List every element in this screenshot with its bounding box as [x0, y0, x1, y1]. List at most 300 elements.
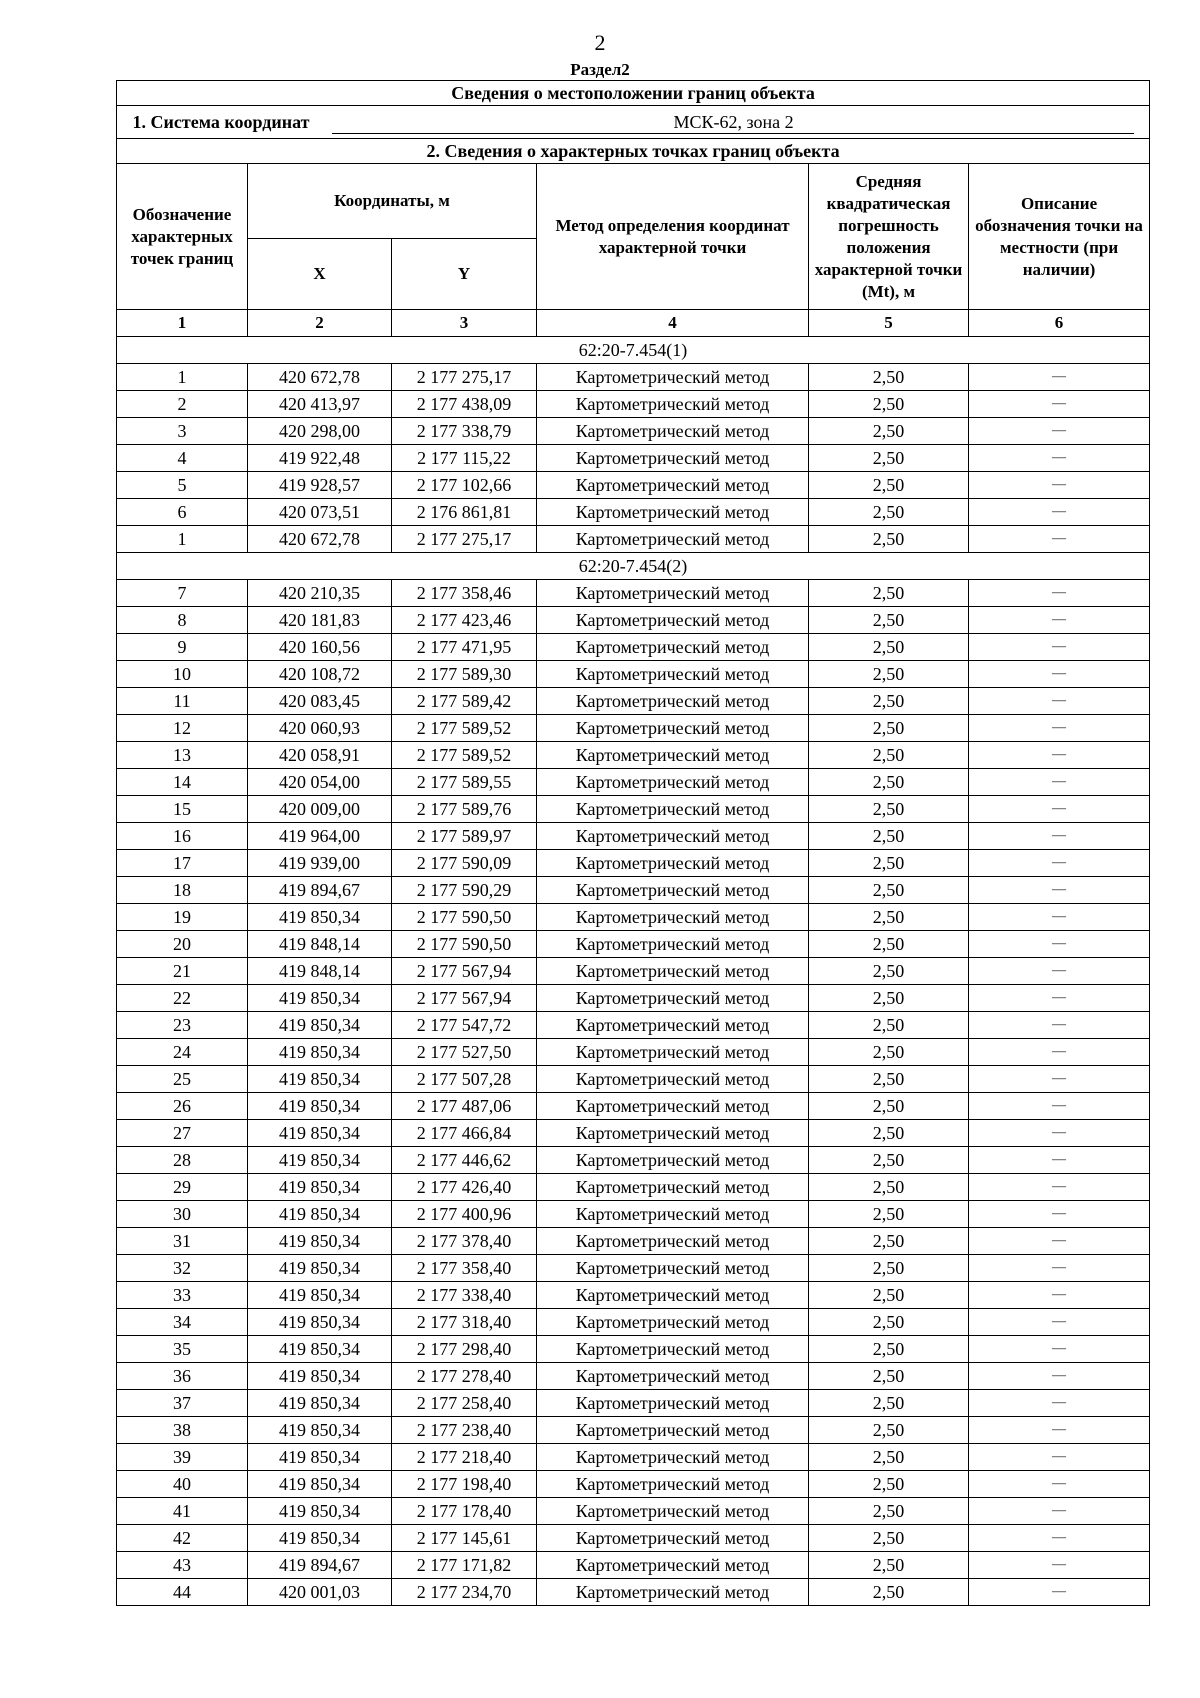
method-cell: Картометрический метод	[537, 472, 809, 499]
table-row	[117, 715, 1150, 742]
x-coordinate-cell: 419 850,34	[248, 1147, 392, 1174]
method-cell: Картометрический метод	[537, 823, 809, 850]
description-cell: —	[969, 1552, 1150, 1579]
point-number-cell: 19	[117, 904, 248, 931]
description-cell: —	[969, 1471, 1150, 1498]
x-coordinate-cell: 419 964,00	[248, 823, 392, 850]
description-cell: —	[969, 661, 1150, 688]
method-cell: Картометрический метод	[537, 1228, 809, 1255]
y-coordinate-cell: 2 177 238,40	[392, 1417, 537, 1444]
description-cell: —	[969, 958, 1150, 985]
y-coordinate-cell: 2 177 338,79	[392, 418, 537, 445]
point-number-cell: 26	[117, 1093, 248, 1120]
description-cell: —	[969, 985, 1150, 1012]
header-coords: Координаты, м	[248, 164, 537, 239]
description-cell: —	[969, 1174, 1150, 1201]
error-cell: 2,50	[809, 1228, 969, 1255]
column-number: 4	[537, 310, 809, 337]
table-row	[117, 1336, 1150, 1363]
error-cell: 2,50	[809, 1552, 969, 1579]
y-coordinate-cell: 2 177 234,70	[392, 1579, 537, 1606]
point-number-cell: 27	[117, 1120, 248, 1147]
column-number: 5	[809, 310, 969, 337]
description-cell: —	[969, 850, 1150, 877]
description-cell: —	[969, 391, 1150, 418]
point-number-cell: 1	[117, 526, 248, 553]
method-cell: Картометрический метод	[537, 1309, 809, 1336]
error-cell: 2,50	[809, 1471, 969, 1498]
table-row	[117, 1309, 1150, 1336]
error-cell: 2,50	[809, 1579, 969, 1606]
y-coordinate-cell: 2 176 861,81	[392, 499, 537, 526]
x-coordinate-cell: 419 939,00	[248, 850, 392, 877]
point-number-cell: 40	[117, 1471, 248, 1498]
method-cell: Картометрический метод	[537, 1336, 809, 1363]
column-number: 1	[117, 310, 248, 337]
x-coordinate-cell: 420 073,51	[248, 499, 392, 526]
section-label: Раздел2	[570, 60, 630, 79]
description-cell: —	[969, 472, 1150, 499]
y-coordinate-cell: 2 177 589,97	[392, 823, 537, 850]
y-coordinate-cell: 2 177 487,06	[392, 1093, 537, 1120]
method-cell: Картометрический метод	[537, 1579, 809, 1606]
x-coordinate-cell: 419 850,34	[248, 1309, 392, 1336]
coordinate-system-label: 1. Система координат	[132, 111, 310, 132]
table-row	[117, 1012, 1150, 1039]
group-label: 62:20-7.454(1)	[117, 337, 1150, 364]
point-number-cell: 13	[117, 742, 248, 769]
method-cell: Картометрический метод	[537, 1390, 809, 1417]
x-coordinate-cell: 419 850,34	[248, 1471, 392, 1498]
error-cell: 2,50	[809, 580, 969, 607]
x-coordinate-cell: 420 009,00	[248, 796, 392, 823]
x-coordinate-cell: 419 894,67	[248, 877, 392, 904]
description-cell: —	[969, 1012, 1150, 1039]
error-cell: 2,50	[809, 526, 969, 553]
point-number-cell: 42	[117, 1525, 248, 1552]
error-cell: 2,50	[809, 607, 969, 634]
point-number-cell: 20	[117, 931, 248, 958]
method-cell: Картометрический метод	[537, 1147, 809, 1174]
point-number-cell: 3	[117, 418, 248, 445]
x-coordinate-cell: 419 850,34	[248, 1336, 392, 1363]
point-number-cell: 33	[117, 1282, 248, 1309]
table-row	[117, 904, 1150, 931]
description-cell: —	[969, 931, 1150, 958]
y-coordinate-cell: 2 177 298,40	[392, 1336, 537, 1363]
description-cell: —	[969, 1255, 1150, 1282]
point-number-cell: 30	[117, 1201, 248, 1228]
x-coordinate-cell: 420 054,00	[248, 769, 392, 796]
column-number: 2	[248, 310, 392, 337]
method-cell: Картометрический метод	[537, 742, 809, 769]
method-cell: Картометрический метод	[537, 1093, 809, 1120]
point-number-cell: 11	[117, 688, 248, 715]
table-row	[117, 1579, 1150, 1606]
x-coordinate-cell: 419 848,14	[248, 931, 392, 958]
method-cell: Картометрический метод	[537, 1552, 809, 1579]
error-cell: 2,50	[809, 742, 969, 769]
table-row	[117, 850, 1150, 877]
x-coordinate-cell: 420 001,03	[248, 1579, 392, 1606]
table-row	[117, 499, 1150, 526]
error-cell: 2,50	[809, 688, 969, 715]
table-row	[117, 1363, 1150, 1390]
description-cell: —	[969, 769, 1150, 796]
table-row	[117, 526, 1150, 553]
method-cell: Картометрический метод	[537, 445, 809, 472]
description-cell: —	[969, 1417, 1150, 1444]
description-cell: —	[969, 1363, 1150, 1390]
table-row	[117, 796, 1150, 823]
description-cell: —	[969, 1282, 1150, 1309]
table-row	[117, 472, 1150, 499]
description-cell: —	[969, 1039, 1150, 1066]
points-title: 2. Сведения о характерных точках границ объекта	[117, 139, 1150, 164]
x-coordinate-cell: 419 850,34	[248, 1255, 392, 1282]
coordinate-system-row	[117, 106, 1150, 139]
point-number-cell: 43	[117, 1552, 248, 1579]
y-coordinate-cell: 2 177 446,62	[392, 1147, 537, 1174]
error-cell: 2,50	[809, 1201, 969, 1228]
x-coordinate-cell: 419 850,34	[248, 985, 392, 1012]
method-cell: Картометрический метод	[537, 688, 809, 715]
header-x: X	[248, 239, 392, 310]
error-cell: 2,50	[809, 715, 969, 742]
method-cell: Картометрический метод	[537, 1444, 809, 1471]
description-cell: —	[969, 634, 1150, 661]
error-cell: 2,50	[809, 445, 969, 472]
method-cell: Картометрический метод	[537, 499, 809, 526]
table-row	[117, 1066, 1150, 1093]
point-number-cell: 7	[117, 580, 248, 607]
table-row	[117, 1147, 1150, 1174]
table-row	[117, 661, 1150, 688]
y-coordinate-cell: 2 177 338,40	[392, 1282, 537, 1309]
y-coordinate-cell: 2 177 378,40	[392, 1228, 537, 1255]
x-coordinate-cell: 420 181,83	[248, 607, 392, 634]
description-cell: —	[969, 877, 1150, 904]
point-number-cell: 38	[117, 1417, 248, 1444]
method-cell: Картометрический метод	[537, 850, 809, 877]
y-coordinate-cell: 2 177 466,84	[392, 1120, 537, 1147]
method-cell: Картометрический метод	[537, 1498, 809, 1525]
description-cell: —	[969, 499, 1150, 526]
table-row	[117, 1039, 1150, 1066]
point-number-cell: 41	[117, 1498, 248, 1525]
error-cell: 2,50	[809, 850, 969, 877]
x-coordinate-cell: 419 894,67	[248, 1552, 392, 1579]
description-cell: —	[969, 1066, 1150, 1093]
error-cell: 2,50	[809, 1417, 969, 1444]
error-cell: 2,50	[809, 904, 969, 931]
point-number-cell: 9	[117, 634, 248, 661]
table-row	[117, 391, 1150, 418]
y-coordinate-cell: 2 177 589,52	[392, 715, 537, 742]
error-cell: 2,50	[809, 1363, 969, 1390]
y-coordinate-cell: 2 177 275,17	[392, 364, 537, 391]
table-row	[117, 1282, 1150, 1309]
x-coordinate-cell: 420 298,00	[248, 418, 392, 445]
document-title: Сведения о местоположении границ объекта	[117, 81, 1150, 106]
y-coordinate-cell: 2 177 438,09	[392, 391, 537, 418]
table-row	[117, 823, 1150, 850]
table-row	[117, 1390, 1150, 1417]
description-cell: —	[969, 904, 1150, 931]
method-cell: Картометрический метод	[537, 1201, 809, 1228]
y-coordinate-cell: 2 177 589,76	[392, 796, 537, 823]
description-cell: —	[969, 796, 1150, 823]
y-coordinate-cell: 2 177 423,46	[392, 607, 537, 634]
point-number-cell: 25	[117, 1066, 248, 1093]
method-cell: Картометрический метод	[537, 796, 809, 823]
point-number-cell: 31	[117, 1228, 248, 1255]
point-number-cell: 5	[117, 472, 248, 499]
error-cell: 2,50	[809, 1120, 969, 1147]
table-row	[117, 958, 1150, 985]
error-cell: 2,50	[809, 1255, 969, 1282]
method-cell: Картометрический метод	[537, 634, 809, 661]
method-cell: Картометрический метод	[537, 1255, 809, 1282]
description-cell: —	[969, 418, 1150, 445]
table-row	[117, 1552, 1150, 1579]
method-cell: Картометрический метод	[537, 607, 809, 634]
table-row	[117, 580, 1150, 607]
description-cell: —	[969, 1498, 1150, 1525]
table-row	[117, 607, 1150, 634]
x-coordinate-cell: 419 922,48	[248, 445, 392, 472]
x-coordinate-cell: 419 848,14	[248, 958, 392, 985]
table-row	[117, 1471, 1150, 1498]
y-coordinate-cell: 2 177 589,52	[392, 742, 537, 769]
table-row	[117, 769, 1150, 796]
method-cell: Картометрический метод	[537, 769, 809, 796]
error-cell: 2,50	[809, 931, 969, 958]
description-cell: —	[969, 1444, 1150, 1471]
y-coordinate-cell: 2 177 589,42	[392, 688, 537, 715]
point-number-cell: 12	[117, 715, 248, 742]
point-number-cell: 22	[117, 985, 248, 1012]
method-cell: Картометрический метод	[537, 985, 809, 1012]
description-cell: —	[969, 1309, 1150, 1336]
x-coordinate-cell: 419 850,34	[248, 904, 392, 931]
y-coordinate-cell: 2 177 358,40	[392, 1255, 537, 1282]
table-row	[117, 1201, 1150, 1228]
description-cell: —	[969, 823, 1150, 850]
x-coordinate-cell: 419 850,34	[248, 1228, 392, 1255]
group-label: 62:20-7.454(2)	[117, 553, 1150, 580]
error-cell: 2,50	[809, 472, 969, 499]
error-cell: 2,50	[809, 391, 969, 418]
y-coordinate-cell: 2 177 471,95	[392, 634, 537, 661]
x-coordinate-cell: 420 160,56	[248, 634, 392, 661]
description-cell: —	[969, 1120, 1150, 1147]
method-cell: Картометрический метод	[537, 661, 809, 688]
error-cell: 2,50	[809, 1174, 969, 1201]
method-cell: Картометрический метод	[537, 931, 809, 958]
column-number: 6	[969, 310, 1150, 337]
description-cell: —	[969, 1228, 1150, 1255]
x-coordinate-cell: 419 850,34	[248, 1444, 392, 1471]
method-cell: Картометрический метод	[537, 904, 809, 931]
method-cell: Картометрический метод	[537, 1174, 809, 1201]
x-coordinate-cell: 419 850,34	[248, 1012, 392, 1039]
table-row	[117, 1444, 1150, 1471]
x-coordinate-cell: 419 850,34	[248, 1498, 392, 1525]
header-error: Средняя квадратическая погрешность положения характерной точки (Mt), м	[809, 164, 969, 310]
point-number-cell: 8	[117, 607, 248, 634]
table-row	[117, 634, 1150, 661]
x-coordinate-cell: 419 850,34	[248, 1417, 392, 1444]
y-coordinate-cell: 2 177 102,66	[392, 472, 537, 499]
error-cell: 2,50	[809, 958, 969, 985]
table-row	[117, 1120, 1150, 1147]
error-cell: 2,50	[809, 1390, 969, 1417]
method-cell: Картометрический метод	[537, 580, 809, 607]
point-number-cell: 39	[117, 1444, 248, 1471]
point-number-cell: 2	[117, 391, 248, 418]
method-cell: Картометрический метод	[537, 1012, 809, 1039]
table-row	[117, 1174, 1150, 1201]
x-coordinate-cell: 419 850,34	[248, 1390, 392, 1417]
error-cell: 2,50	[809, 1282, 969, 1309]
method-cell: Картометрический метод	[537, 958, 809, 985]
y-coordinate-cell: 2 177 507,28	[392, 1066, 537, 1093]
y-coordinate-cell: 2 177 590,09	[392, 850, 537, 877]
x-coordinate-cell: 419 850,34	[248, 1120, 392, 1147]
table-row	[117, 742, 1150, 769]
table-row	[117, 877, 1150, 904]
description-cell: —	[969, 1201, 1150, 1228]
y-coordinate-cell: 2 177 115,22	[392, 445, 537, 472]
method-cell: Картометрический метод	[537, 418, 809, 445]
point-number-cell: 14	[117, 769, 248, 796]
x-coordinate-cell: 420 413,97	[248, 391, 392, 418]
method-cell: Картометрический метод	[537, 1120, 809, 1147]
method-cell: Картометрический метод	[537, 1066, 809, 1093]
point-number-cell: 16	[117, 823, 248, 850]
description-cell: —	[969, 715, 1150, 742]
x-coordinate-cell: 419 850,34	[248, 1525, 392, 1552]
point-number-cell: 28	[117, 1147, 248, 1174]
y-coordinate-cell: 2 177 567,94	[392, 958, 537, 985]
y-coordinate-cell: 2 177 198,40	[392, 1471, 537, 1498]
header-y: Y	[392, 239, 537, 310]
error-cell: 2,50	[809, 985, 969, 1012]
description-cell: —	[969, 1336, 1150, 1363]
table-row	[117, 985, 1150, 1012]
header-designation: Обозначение характерных точек границ	[117, 164, 248, 310]
method-cell: Картометрический метод	[537, 1417, 809, 1444]
table-row	[117, 364, 1150, 391]
y-coordinate-cell: 2 177 258,40	[392, 1390, 537, 1417]
method-cell: Картометрический метод	[537, 715, 809, 742]
x-coordinate-cell: 419 850,34	[248, 1066, 392, 1093]
y-coordinate-cell: 2 177 590,50	[392, 931, 537, 958]
table-row	[117, 1093, 1150, 1120]
method-cell: Картометрический метод	[537, 1282, 809, 1309]
table-row	[117, 1498, 1150, 1525]
point-number-cell: 23	[117, 1012, 248, 1039]
x-coordinate-cell: 419 850,34	[248, 1093, 392, 1120]
error-cell: 2,50	[809, 499, 969, 526]
description-cell: —	[969, 742, 1150, 769]
header-description: Описание обозначения точки на местности (при наличии)	[969, 164, 1150, 310]
error-cell: 2,50	[809, 1093, 969, 1120]
method-cell: Картометрический метод	[537, 1363, 809, 1390]
coordinate-system-value: МСК-62, зона 2	[332, 111, 1134, 134]
y-coordinate-cell: 2 177 278,40	[392, 1363, 537, 1390]
y-coordinate-cell: 2 177 400,96	[392, 1201, 537, 1228]
point-number-cell: 6	[117, 499, 248, 526]
table-row	[117, 445, 1150, 472]
point-number-cell: 35	[117, 1336, 248, 1363]
method-cell: Картометрический метод	[537, 364, 809, 391]
y-coordinate-cell: 2 177 590,29	[392, 877, 537, 904]
y-coordinate-cell: 2 177 426,40	[392, 1174, 537, 1201]
description-cell: —	[969, 1147, 1150, 1174]
error-cell: 2,50	[809, 823, 969, 850]
header-method: Метод определения координат характерной точки	[537, 164, 809, 310]
point-number-cell: 15	[117, 796, 248, 823]
point-number-cell: 37	[117, 1390, 248, 1417]
error-cell: 2,50	[809, 1498, 969, 1525]
error-cell: 2,50	[809, 661, 969, 688]
point-number-cell: 4	[117, 445, 248, 472]
y-coordinate-cell: 2 177 567,94	[392, 985, 537, 1012]
column-number: 3	[392, 310, 537, 337]
boundary-points-table	[116, 80, 1150, 1606]
table-row	[117, 1255, 1150, 1282]
description-cell: —	[969, 688, 1150, 715]
table-row	[117, 688, 1150, 715]
x-coordinate-cell: 420 060,93	[248, 715, 392, 742]
description-cell: —	[969, 526, 1150, 553]
x-coordinate-cell: 419 850,34	[248, 1174, 392, 1201]
error-cell: 2,50	[809, 418, 969, 445]
y-coordinate-cell: 2 177 547,72	[392, 1012, 537, 1039]
x-coordinate-cell: 420 083,45	[248, 688, 392, 715]
table-row	[117, 1525, 1150, 1552]
error-cell: 2,50	[809, 1039, 969, 1066]
description-cell: —	[969, 1525, 1150, 1552]
error-cell: 2,50	[809, 1012, 969, 1039]
error-cell: 2,50	[809, 1444, 969, 1471]
x-coordinate-cell: 420 058,91	[248, 742, 392, 769]
error-cell: 2,50	[809, 634, 969, 661]
error-cell: 2,50	[809, 1336, 969, 1363]
x-coordinate-cell: 420 672,78	[248, 526, 392, 553]
x-coordinate-cell: 419 850,34	[248, 1039, 392, 1066]
error-cell: 2,50	[809, 1525, 969, 1552]
table-row	[117, 1228, 1150, 1255]
point-number-cell: 32	[117, 1255, 248, 1282]
point-number-cell: 44	[117, 1579, 248, 1606]
error-cell: 2,50	[809, 1147, 969, 1174]
error-cell: 2,50	[809, 796, 969, 823]
point-number-cell: 29	[117, 1174, 248, 1201]
page-number: 2	[594, 30, 606, 55]
x-coordinate-cell: 419 850,34	[248, 1282, 392, 1309]
x-coordinate-cell: 419 928,57	[248, 472, 392, 499]
point-number-cell: 24	[117, 1039, 248, 1066]
description-cell: —	[969, 1579, 1150, 1606]
x-coordinate-cell: 420 672,78	[248, 364, 392, 391]
error-cell: 2,50	[809, 877, 969, 904]
error-cell: 2,50	[809, 1309, 969, 1336]
x-coordinate-cell: 419 850,34	[248, 1363, 392, 1390]
method-cell: Картометрический метод	[537, 1039, 809, 1066]
